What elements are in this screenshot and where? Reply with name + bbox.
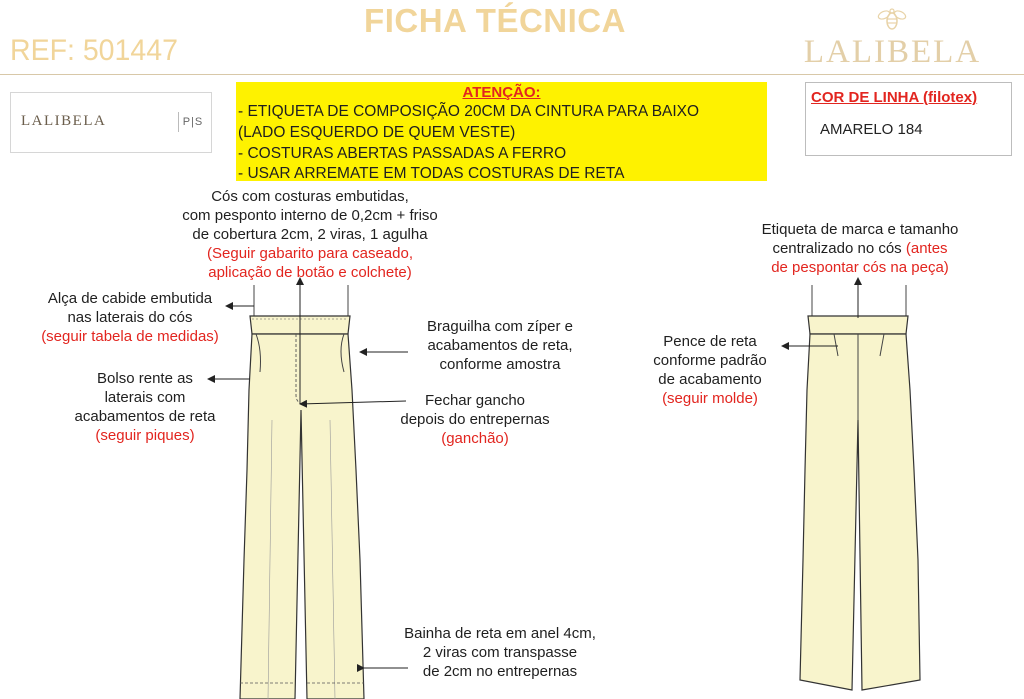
note-hook: Fechar gancho depois do entrepernas (ganchão) bbox=[400, 392, 550, 447]
note-hem: Bainha de reta em anel 4cm, 2 viras com transpasse de 2cm no entrepernas bbox=[404, 625, 596, 680]
front-trouser-body bbox=[240, 334, 364, 699]
attention-title: ATENÇÃO: bbox=[462, 84, 541, 101]
logo-mark: P|S bbox=[178, 112, 207, 132]
reference-number: REF: 501447 bbox=[10, 34, 178, 67]
attention-line: (LADO ESQUERDO DE QUEM VESTE) bbox=[238, 124, 516, 141]
attention-line: - ETIQUETA DE COMPOSIÇÃO 20CM DA CINTURA PARA BAIXO bbox=[238, 103, 700, 120]
note-hanger-loop: Alça de cabide embutida nas laterais do cós (seguir tabela de medidas) bbox=[41, 290, 219, 345]
logo-brand-name: LALIBELA bbox=[21, 113, 107, 129]
page-title: FICHA TÉCNICA bbox=[364, 2, 626, 39]
belt-loop bbox=[254, 285, 348, 318]
belt-loop bbox=[812, 285, 906, 318]
brand-name: LALIBELA bbox=[803, 34, 982, 70]
attention-line: - COSTURAS ABERTAS PASSADAS A FERRO bbox=[238, 145, 567, 162]
thread-color-title: COR DE LINHA (filotex) bbox=[811, 89, 978, 106]
note-dart: Pence de reta conforme padrão de acabamento (seguir molde) bbox=[653, 333, 767, 407]
note-label: Etiqueta de marca e tamanho centralizado no cós (antes de pespontar cós na peça) bbox=[761, 221, 959, 276]
back-trouser-body bbox=[800, 334, 920, 690]
note-waistband: Cós com costuras embutidas, com pesponto interno de 0,2cm + friso de cobertura 2cm, 2 viras, 1 agulha (Seguir gabarito para caseado, aplicação de botão e colchete) bbox=[182, 188, 438, 281]
note-pocket: Bolso rente as laterais com acabamentos de reta (seguir piques) bbox=[74, 370, 216, 444]
attention-line: - USAR ARREMATE EM TODAS COSTURAS DE RETA bbox=[238, 165, 625, 181]
front-trousers-drawing bbox=[240, 285, 364, 699]
note-fly: Braguilha com zíper e acabamentos de reta, conforme amostra bbox=[427, 318, 573, 373]
back-waistband bbox=[808, 316, 908, 334]
thread-color-value: AMARELO 184 bbox=[820, 121, 923, 138]
